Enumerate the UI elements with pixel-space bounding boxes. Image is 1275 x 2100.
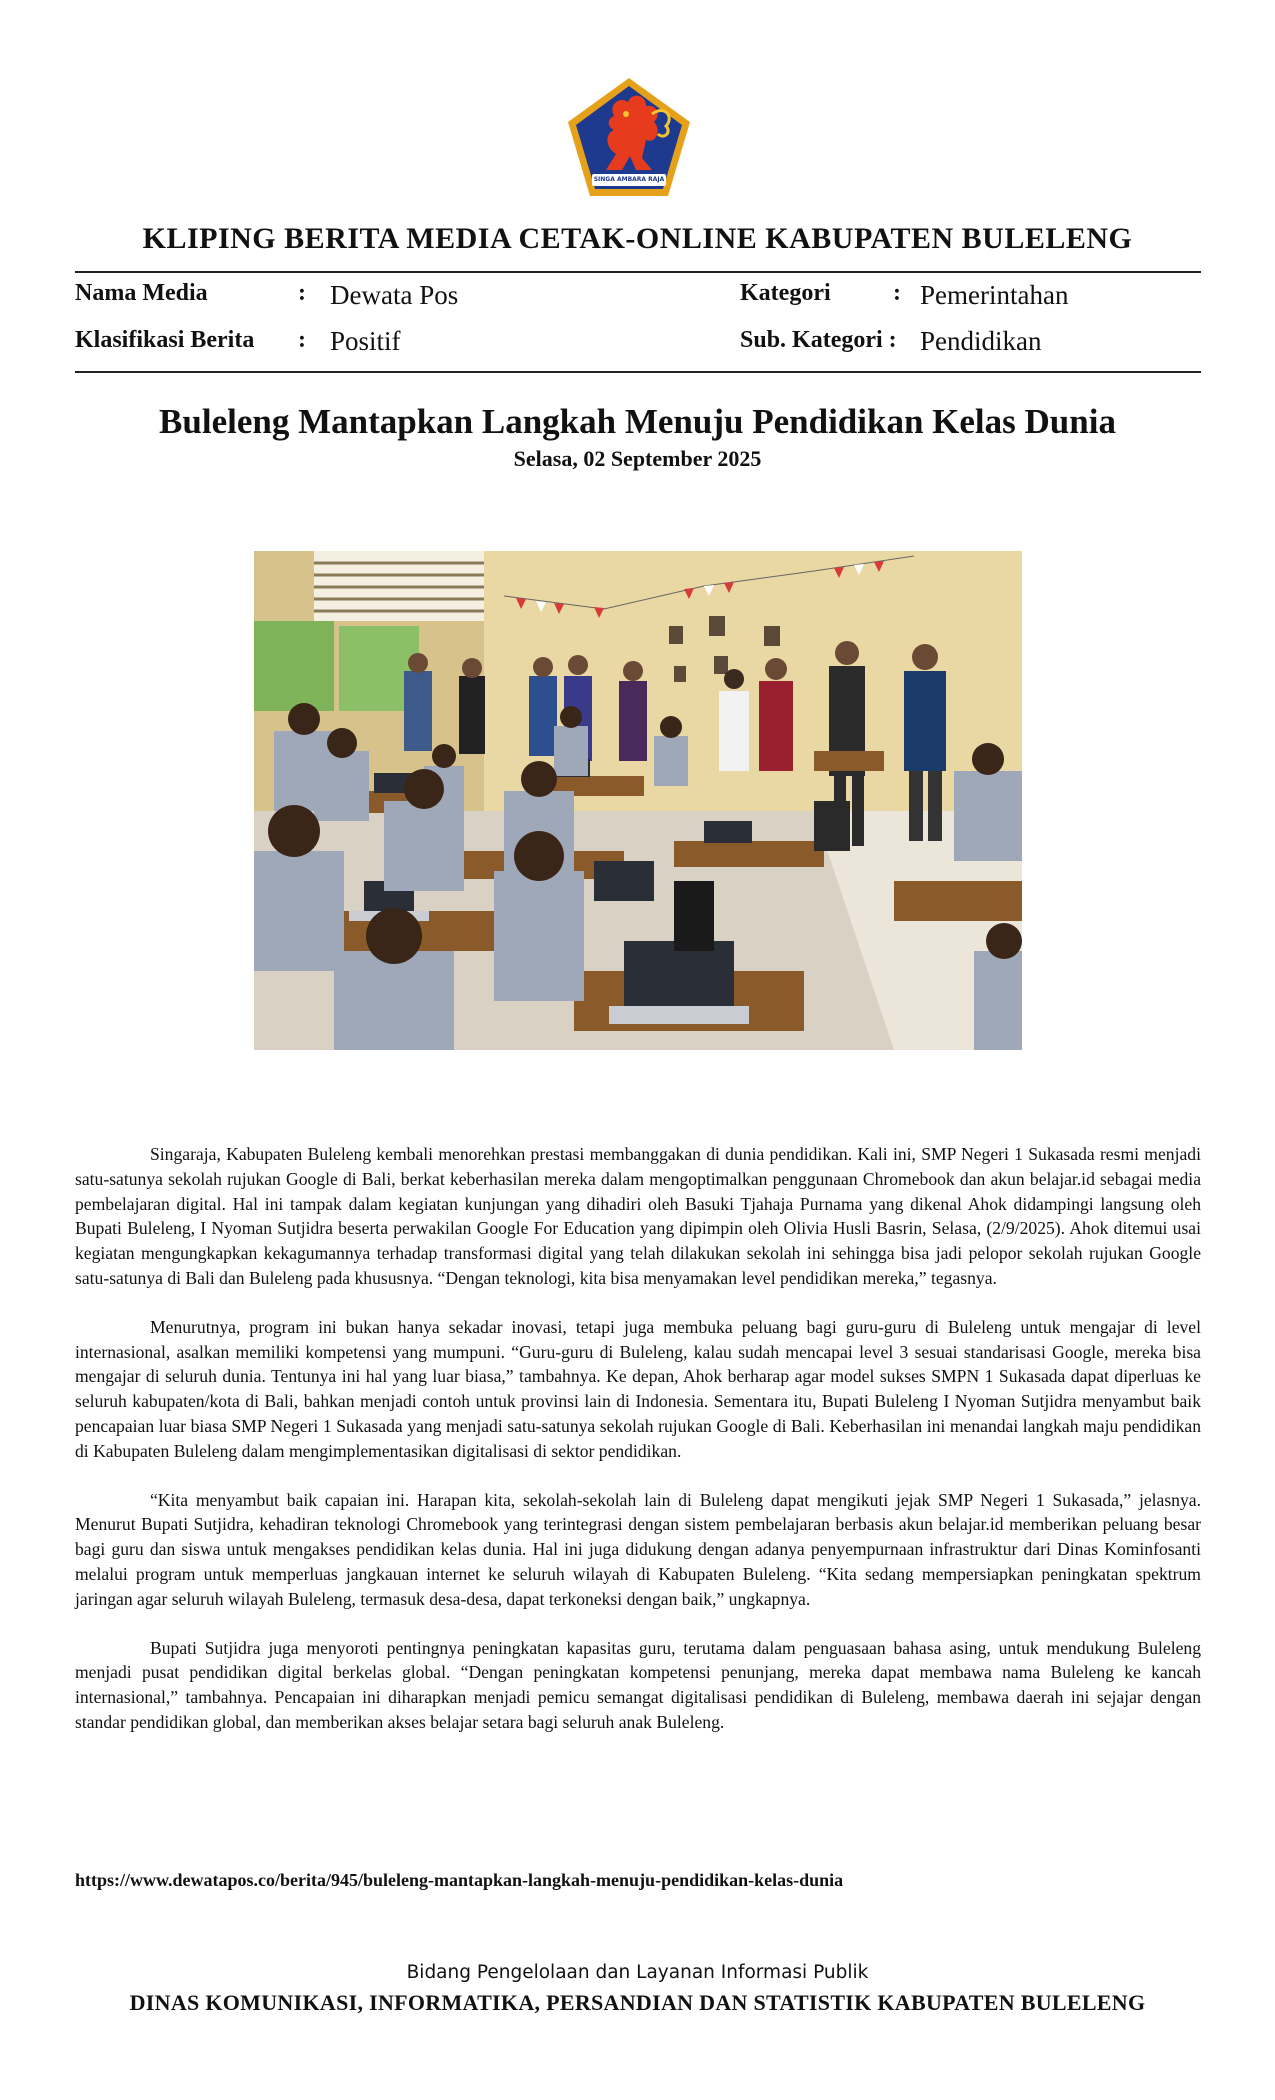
crest-banner-text: SINGA AMBARA RAJA bbox=[593, 176, 665, 183]
buleleng-crest-logo bbox=[562, 74, 696, 202]
media-label: Nama Media bbox=[75, 280, 208, 306]
subkategori-label: Sub. Kategori : bbox=[740, 327, 897, 353]
klasifikasi-value: Positif bbox=[330, 326, 401, 356]
article-body bbox=[75, 1142, 1201, 1759]
kategori-colon: : bbox=[893, 280, 901, 306]
kliping-header-title: KLIPING BERITA MEDIA CETAK-ONLINE KABUPATEN BULELENG bbox=[142, 222, 1133, 255]
klasifikasi-label: Klasifikasi Berita bbox=[75, 327, 255, 353]
header-rule-top bbox=[75, 271, 1201, 273]
source-url-link[interactable]: https://www.dewatapos.co/berita/945/buleleng-mantapkan-langkah-menuju-pendidikan-kelas-dunia bbox=[75, 1870, 844, 1890]
article-paragraph: Singaraja, Kabupaten Buleleng kembali menorehkan prestasi membanggakan di dunia pendidikan. Kali ini, SMP Negeri 1 Sukasada resmi menjadi satu-satunya sekolah rujukan Google di Bali, berkat keberhasilan mereka dalam mengoptimalkan penggunaan Chromebook dan akun belajar.id sebagai media pembelajaran digital. Hal ini tampak dalam kegiatan kunjungan yang dihadiri oleh Basuki Tjahaja Purnama yang dikenal Ahok didampingi langsung oleh Bupati Buleleng, I Nyoman Sutjidra beserta perwakilan Google For Education yang dipimpin oleh Olivia Husli Basrin, Selasa, (2/9/2025). Ahok ditemui usai kegiatan mengungkapkan kekagumannya terhadap transformasi digital yang telah dilakukan sekolah ini sehingga bisa jadi pelopor sekolah rujukan Google satu-satunya di Bali dan Buleleng pada khususnya. “Dengan teknologi, kita bisa menyamakan level pendidikan mereka,” tegasnya. bbox=[75, 1144, 1201, 1288]
article-paragraph: Menurutnya, program ini bukan hanya sekadar inovasi, tetapi juga membuka peluang bagi guru-guru di Buleleng untuk mengajar di level internasional, asalkan memiliki kompetensi yang mumpuni. “Guru-guru di Buleleng, kalau sudah mencapai level 3 sesuai standarisasi Google, mereka bisa mengajar di seluruh dunia. Tentunya ini hal yang luar biasa,” tambahnya. Ke depan, Ahok berharap agar model sukses SMPN 1 Sukasada dapat diperluas ke seluruh kabupaten/kota di Bali, bahkan menjadi contoh untuk provinsi lain di Indonesia. Sementara itu, Bupati Buleleng I Nyoman Sutjidra menyambut baik pencapaian luar biasa SMP Negeri 1 Sukasada yang menjadi satu-satunya sekolah rujukan Google di Bali. Keberhasilan ini menandai langkah maju pendidikan di Kabupaten Buleleng dalam mengimplementasikan digitalisasi di sektor pendidikan. bbox=[75, 1316, 1201, 1461]
article-title: Buleleng Mantapkan Langkah Menuju Pendidikan Kelas Dunia bbox=[159, 402, 1116, 441]
classroom-visit-photo bbox=[254, 551, 1022, 1050]
footer-agency: DINAS KOMUNIKASI, INFORMATIKA, PERSANDIAN DAN STATISTIK KABUPATEN BULELENG bbox=[129, 1990, 1146, 2015]
footer-unit: Bidang Pengelolaan dan Layanan Informasi Publik bbox=[406, 1962, 869, 1983]
header-rule-bottom bbox=[75, 371, 1201, 373]
article-date: Selasa, 02 September 2025 bbox=[513, 446, 762, 471]
klasifikasi-colon: : bbox=[298, 327, 306, 353]
article-paragraph: Bupati Sutjidra juga menyoroti pentingnya peningkatan kapasitas guru, terutama dalam penguasaan bahasa asing, untuk mendukung Buleleng menjadi pusat pendidikan digital berkelas global. “Dengan peningkatan kompetensi penunjang, mereka dapat membawa nama Buleleng ke kancah internasional,” tambahnya. Pencapaian ini diharapkan menjadi pemicu semangat digitalisasi pendidikan di Buleleng, membawa daerah ini sejajar dengan standar pendidikan global, dan memberikan akses belajar setara bagi seluruh anak Buleleng. bbox=[75, 1637, 1201, 1732]
subkategori-value: Pendidikan bbox=[920, 326, 1042, 356]
kategori-label: Kategori bbox=[740, 280, 831, 306]
article-paragraph: “Kita menyambut baik capaian ini. Harapan kita, sekolah-sekolah lain di Buleleng dapat mengikuti jejak SMP Negeri 1 Sukasada,” jelasnya. Menurut Bupati Sutjidra, kehadiran teknologi Chromebook yang terintegrasi dengan sistem pembelajaran berbasis akun belajar.id memberikan peluang besar bagi guru dan siswa untuk mengakses pendidikan kelas dunia. Hal ini juga didukung dengan adanya penyempurnaan infrastruktur dari Dinas Kominfosanti melalui program untuk memperluas jangkauan internet ke seluruh wilayah di Kabupaten Buleleng. “Kita sedang mempersiapkan peningkatan spektrum jaringan agar seluruh wilayah Buleleng, termasuk desa-desa, dapat terkoneksi dengan baik,” ungkapnya. bbox=[75, 1489, 1201, 1609]
media-colon: : bbox=[298, 280, 306, 306]
kategori-value: Pemerintahan bbox=[920, 280, 1069, 310]
media-value: Dewata Pos bbox=[330, 280, 459, 310]
